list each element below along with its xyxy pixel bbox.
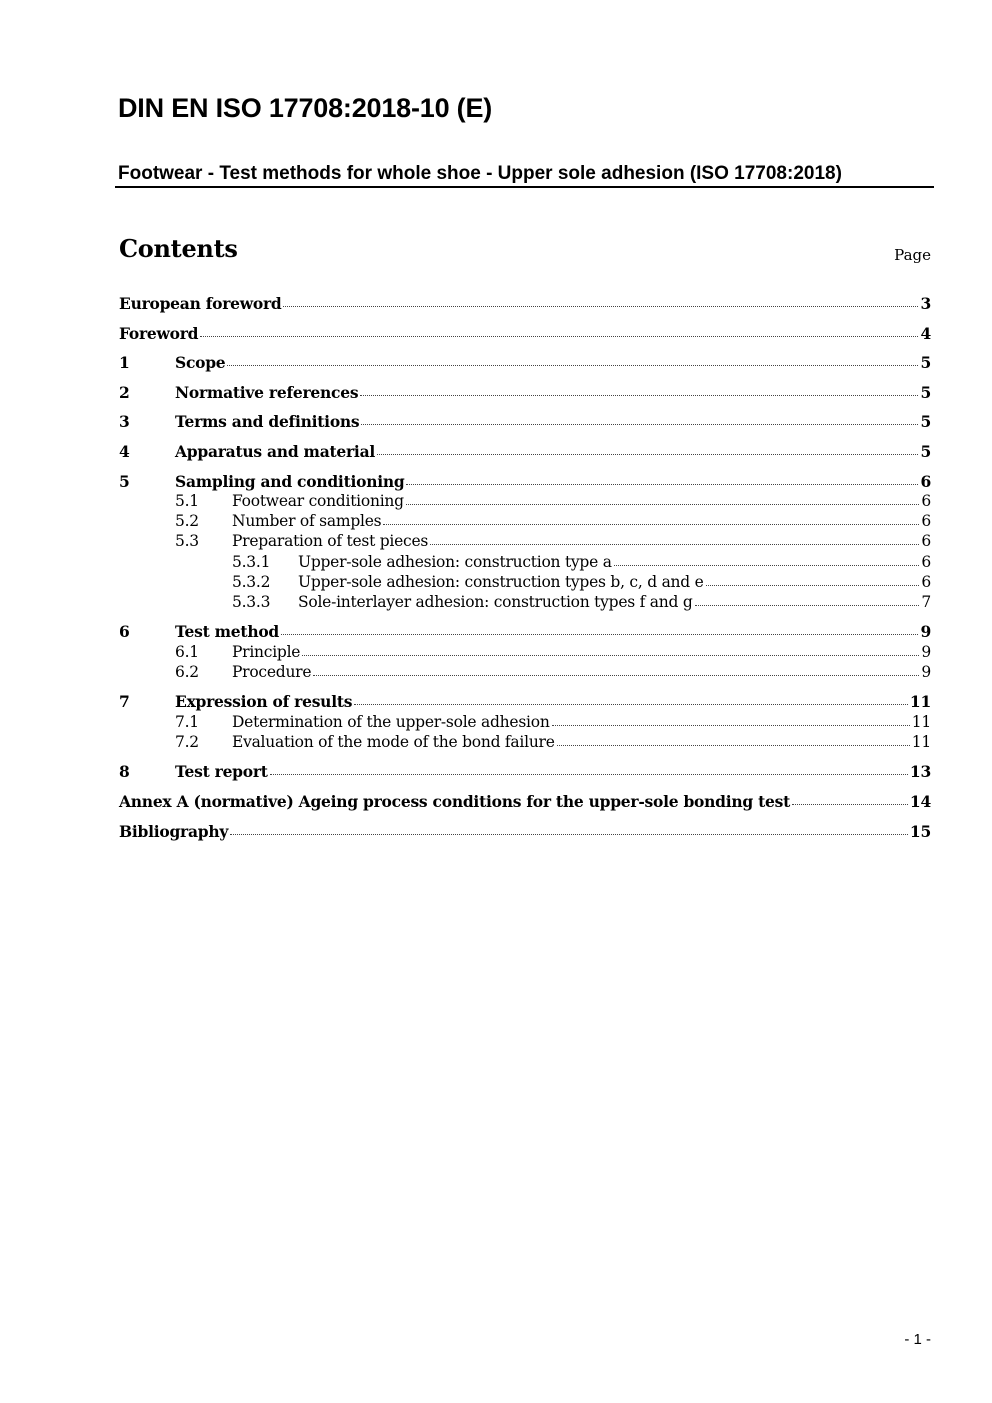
toc-entry-number: 3 <box>119 412 130 431</box>
toc-entry-test-report[interactable] <box>119 762 931 784</box>
toc-entry-page: 11 <box>909 692 931 711</box>
toc-entry-title: Normative references <box>175 383 359 402</box>
toc-entry-page: 5 <box>920 383 931 402</box>
toc-entry-number: 6.2 <box>175 663 199 681</box>
dot-leader <box>406 492 920 505</box>
toc-entry-number: 5 <box>119 472 130 491</box>
toc-entry-page: 6 <box>920 472 931 491</box>
dot-leader <box>360 383 918 396</box>
dot-leader <box>281 622 918 635</box>
toc-entry-title: Test method <box>175 622 280 641</box>
toc-entry-number: 2 <box>119 383 130 402</box>
contents-heading: Contents <box>119 234 238 263</box>
toc-entry-title: Evaluation of the mode of the bond failure <box>232 733 555 751</box>
toc-entry-number: 5.1 <box>175 492 199 510</box>
toc-entry-title: Foreword <box>119 324 199 343</box>
toc-entry-number: 8 <box>119 762 130 781</box>
toc-entry-title: Footwear conditioning <box>232 492 404 510</box>
toc-entry-title: Apparatus and material <box>175 442 376 461</box>
toc-entry-footwear-conditioning[interactable] <box>119 492 931 514</box>
toc-entry-test-method[interactable] <box>119 622 931 644</box>
dot-leader <box>552 713 910 726</box>
toc-entry-title: European foreword <box>119 294 282 313</box>
toc-entry-page: 6 <box>921 492 931 510</box>
toc-entry-title: Sole-interlayer adhesion: construction types f and g <box>298 593 693 611</box>
dot-leader <box>313 663 919 676</box>
toc-entry-page: 11 <box>911 733 931 751</box>
dot-leader <box>377 442 918 455</box>
dot-leader <box>383 512 919 525</box>
toc-entry-page: 6 <box>921 573 931 591</box>
dot-leader <box>283 294 918 307</box>
toc-entry-number: 7.1 <box>175 713 199 731</box>
toc-entry-page: 15 <box>909 822 931 841</box>
toc-entry-number: 7.2 <box>175 733 199 751</box>
toc-entry-number: 5.3 <box>175 532 199 550</box>
toc-entry-title: Test report <box>175 762 268 781</box>
dot-leader <box>354 692 908 705</box>
toc-entry-number: 5.2 <box>175 512 199 530</box>
dot-leader <box>227 353 918 366</box>
dot-leader <box>706 573 920 586</box>
toc-entry-number: 5.3.3 <box>232 593 271 611</box>
toc-entry-number-of-samples[interactable] <box>119 512 931 534</box>
dot-leader <box>792 792 908 805</box>
dot-leader <box>430 532 919 545</box>
toc-entry-construction-type-a[interactable] <box>119 553 931 575</box>
toc-entry-title: Number of samples <box>232 512 382 530</box>
toc-entry-number: 7 <box>119 692 130 711</box>
toc-entry-number: 5.3.2 <box>232 573 271 591</box>
toc-entry-title: Upper-sole adhesion: construction types b, c, d and e <box>298 573 704 591</box>
page-number: - 1 - <box>904 1331 931 1348</box>
toc-entry-page: 6 <box>921 512 931 530</box>
toc-entry-preparation-of-test-pieces[interactable] <box>119 532 931 554</box>
toc-entry-procedure[interactable] <box>119 663 931 685</box>
toc-entry-annex-a[interactable] <box>119 792 931 814</box>
toc-entry-normative-references[interactable] <box>119 383 931 405</box>
toc-entry-page: 11 <box>911 713 931 731</box>
toc-entry-number: 5.3.1 <box>232 553 271 571</box>
toc-entry-european-foreword[interactable] <box>119 294 931 316</box>
dot-leader <box>406 472 918 485</box>
document-subtitle: Footwear - Test methods for whole shoe - Upper sole adhesion (ISO 17708:2018) <box>118 163 842 184</box>
toc-entry-number: 6 <box>119 622 130 641</box>
toc-entry-construction-types-f-g[interactable] <box>119 593 931 615</box>
toc-entry-expression-of-results[interactable] <box>119 692 931 714</box>
toc-entry-number: 4 <box>119 442 130 461</box>
toc-entry-title: Determination of the upper-sole adhesion <box>232 713 550 731</box>
toc-entry-title: Terms and definitions <box>175 412 360 431</box>
dot-leader <box>695 593 920 606</box>
toc-entry-page: 6 <box>921 553 931 571</box>
toc-entry-page: 5 <box>920 442 931 461</box>
toc-entry-title: Upper-sole adhesion: construction type a <box>298 553 612 571</box>
page-column-label: Page <box>894 246 931 264</box>
toc-entry-page: 13 <box>909 762 931 781</box>
toc-entry-title: Principle <box>232 643 301 661</box>
title-rule <box>115 186 934 188</box>
dot-leader <box>361 412 918 425</box>
toc-entry-construction-types-b-e[interactable] <box>119 573 931 595</box>
toc-entry-terms-and-definitions[interactable] <box>119 412 931 434</box>
toc-entry-title: Expression of results <box>175 692 353 711</box>
toc-entry-number: 6.1 <box>175 643 199 661</box>
dot-leader <box>614 553 920 566</box>
toc-entry-title: Annex A (normative) Ageing process conditions for the upper-sole bonding test <box>119 792 791 811</box>
dot-leader <box>230 822 908 835</box>
dot-leader <box>270 762 908 775</box>
toc-entry-page: 14 <box>909 792 931 811</box>
toc-entry-number: 1 <box>119 353 130 372</box>
toc-entry-foreword[interactable] <box>119 324 931 346</box>
toc-entry-page: 7 <box>921 593 931 611</box>
toc-entry-evaluation-of-bond-failure[interactable] <box>119 733 931 755</box>
toc-entry-determination-of-adhesion[interactable] <box>119 713 931 735</box>
document-id: DIN EN ISO 17708:2018-10 (E) <box>118 93 493 123</box>
toc-entry-scope[interactable] <box>119 353 931 375</box>
toc-entry-principle[interactable] <box>119 643 931 665</box>
toc-entry-page: 9 <box>921 643 931 661</box>
toc-entry-page: 3 <box>920 294 931 313</box>
dot-leader <box>557 733 910 746</box>
toc-entry-title: Scope <box>175 353 226 372</box>
toc-entry-title: Bibliography <box>119 822 229 841</box>
toc-entry-page: 5 <box>920 353 931 372</box>
dot-leader <box>302 643 919 656</box>
toc-entry-page: 5 <box>920 412 931 431</box>
toc-entry-page: 4 <box>920 324 931 343</box>
toc-entry-bibliography[interactable] <box>119 822 931 844</box>
toc-entry-apparatus-and-material[interactable] <box>119 442 931 464</box>
dot-leader <box>200 324 918 337</box>
toc-entry-title: Preparation of test pieces <box>232 532 429 550</box>
toc-entry-title: Procedure <box>232 663 312 681</box>
toc-entry-title: Sampling and conditioning <box>175 472 405 491</box>
toc-entry-page: 9 <box>921 663 931 681</box>
toc-entry-page: 6 <box>921 532 931 550</box>
toc-entry-page: 9 <box>920 622 931 641</box>
toc-entry-sampling-and-conditioning[interactable] <box>119 472 931 494</box>
